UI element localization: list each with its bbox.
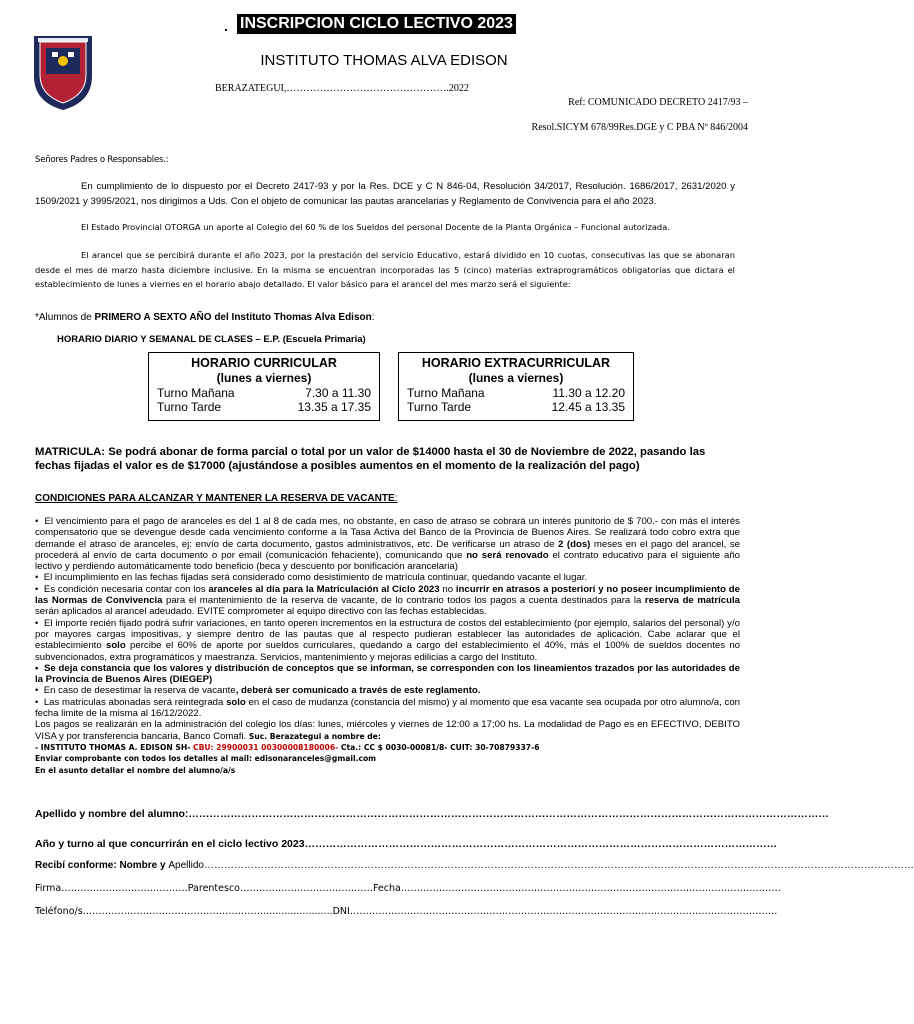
bullet-text: en el caso de mudanza (constancia del mismo) y al momento que esa vacante sea ocupada por otro alumno/a, con fecha limite de la misma al 16/12/2022. bbox=[35, 696, 740, 720]
bullet-text: El incumplimiento en las fechas fijadas será considerado como desistimiento de matrícula continuar, quedando vacante el lugar. bbox=[43, 572, 588, 584]
bullet-reintegro: • Las matriculas abonadas será reintegrada solo en el caso de mudanza (constancia del mismo) y al momento que esa vacante sea ocupada por otro alumno/a, con fecha limite de la misma al 16/12/2022. bbox=[35, 696, 740, 720]
alumnos-prefix: *Alumnos de bbox=[35, 312, 95, 323]
horario-row bbox=[157, 400, 371, 414]
bullet-importe: • El importe recién fijado podrá sufrir variaciones, en tanto operen incrementos en la estructura de costos del establecimiento (por ejemplo, salarios del personal) y/o por mayores cargas impositivas, y siempre dentro de las pautas que al respecto pudieran establecer las autoridades de aplicación. Cabe aclarar que el establecimiento solo percibe el 60% de aporte por sueldos curriculares, quedando a cargo del establecimiento el 40%, más el 100% de sueldos docentes no subvencionados, extra programáticos y maestranza. Servicios, mantenimiento y mejoras edilicias a cargo del Instituto. bbox=[35, 617, 741, 663]
place-date: BERAZATEGUI,………………………………………….2022 bbox=[215, 83, 469, 94]
bullet-text: El importe recién fijado podrá sufrir variaciones, en tanto operen incrementos en la estructura de costos del establecimiento (por ejemplo, salarios del personal) y/o por mayores cargas impositivas, y siempre dentro de las pautas que al respecto pudieran establecer las autoridades de aplicación. Cabe aclarar que el establecimiento bbox=[35, 617, 740, 652]
turno-hours: 12.45 a 13.35 bbox=[551, 400, 625, 414]
turno-hours: 7.30 a 11.30 bbox=[305, 386, 371, 400]
turno-hours: 11.30 a 12.20 bbox=[552, 386, 625, 400]
bullet-text: el contrato educativo para el siguiente año lectivo y perdiendo automáticamente todo beneficio (beca y descuento por bonificación arancelaria) bbox=[35, 549, 741, 573]
horario-row bbox=[407, 386, 625, 400]
paragraph-aporte-text: El Estado Provincial OTORGA un aporte al Colegio del 60 % de los Sueldos del personal Docente de la Planta Orgánica – Funcional autorizada. bbox=[81, 222, 670, 232]
bullet-bold: Se deja constancia que los valores y distribución de conceptos que se informan, se corresponden con los lineamientos trazados por las autoridades de la Provincia de Buenos Aires (DIEGEP) bbox=[35, 662, 740, 686]
cbu-line bbox=[35, 742, 740, 753]
bullet-text: En caso de desestimar la reserva de vacante bbox=[43, 685, 236, 697]
bullet-bold: aranceles al día para la Matriculación al Ciclo 2023 bbox=[208, 583, 440, 595]
bullet-text: percibe el 60% de aporte por sueldos curriculares, quedando a cargo del establecimiento el 40%, más el 100% de sueldos docentes no subvencionados, extra programáticos y maestranza. Servicios, mantenimiento y mejoras edilicias a cargo del Instituto. bbox=[35, 640, 741, 663]
turno-hours: 13.35 a 17.35 bbox=[297, 400, 371, 414]
school-crest-logo bbox=[30, 32, 96, 112]
bullet-vencimiento: • El vencimiento para el pago de aranceles es del 1 al 8 de cada mes, no obstante, en caso de atraso se cobrará un interés punitorio de $ 700.- con más el interés compensatorio que se devengue desde cada vencimiento conforme a la Tasa Activa del Banco de la Provincia de Buenos Aires. Se realizará todo cobro extra que demande el atraso de aranceles, ej: envío de carta documento, gastos administrativos, etc. De verificarse un atraso de 2 (dos) meses en el pago del arancel, se procederá al envío de carta documento o por email (comunicación fehaciente), comunicando que no será renovado el contrato educativo para el siguiente año lectivo y perdiendo automáticamente todo beneficio (beca y descuento por bonificación arancelaria) bbox=[35, 516, 741, 573]
horario-curricular-box bbox=[148, 352, 380, 421]
bullet-bold: 2 (dos) bbox=[558, 538, 591, 550]
recibi-apellido-blank: Apellido…………………………………………………………………………………………………………………………………………………………………………………………… bbox=[168, 860, 914, 871]
paragraph-aporte bbox=[35, 220, 735, 235]
bullet-desestimar: • En caso de desestimar la reserva de vacante, deberá ser comunicado a través de este reglamento. bbox=[35, 685, 481, 697]
bullet-text: Es condición necesaria contar con los bbox=[43, 583, 209, 595]
alumnos-line bbox=[35, 312, 375, 323]
condiciones-heading bbox=[35, 493, 397, 504]
turno-label: Turno Tarde bbox=[157, 400, 222, 414]
horario-curricular-subtitle: (lunes a viernes) bbox=[216, 371, 312, 385]
bullet-bold: solo bbox=[105, 640, 126, 652]
paragraph-decree bbox=[35, 180, 735, 209]
turno-label: Turno Tarde bbox=[407, 400, 472, 414]
horario-curricular-title: HORARIO CURRICULAR bbox=[191, 356, 337, 370]
pagos-text: Los pagos se realizarán en la administración del colegio los días: lunes, miércoles y viernes de 12:00 a 17;00 hs. La modalidad de Pago es en EFECTIVO, DEBITO VISA y por transferencia bancaria, Banco Comafi. bbox=[35, 719, 740, 742]
turno-label: Turno Mañana bbox=[407, 386, 485, 400]
institute-name: INSTITUTO THOMAS ALVA EDISON bbox=[260, 52, 508, 69]
mail-line: Enviar comprobante con todos los detalles al mail: edisonaranceles@gmail.com bbox=[35, 754, 377, 764]
horario-row bbox=[157, 386, 371, 400]
bullet-condicion: • Es condición necesaria contar con los aranceles al día para la Matriculación al Ciclo 2023 no incurrir en atrasos a posteriori y no poseer incumplimiento de las Normas de Convivencia para el mantenimiento de la reserva de vacante, de lo contrario todos los pagos a cuenta destinados para la reserva de matrícula serán aplicados al arancel adeudado. EVITE comprometer al equipo directivo con las fechas establecidas. bbox=[35, 583, 740, 618]
condiciones-colon: : bbox=[394, 493, 398, 504]
sucursal-text: Suc. Berazategui a nombre de: bbox=[248, 731, 381, 741]
alumnos-bold: PRIMERO A SEXTO AÑO del Instituto Thomas Alva Edison bbox=[94, 312, 372, 323]
field-firma-parentesco-fecha[interactable]: Firma……………………….…………Parentesco……………………………………Fecha………………………………………………………………………………………………………… bbox=[35, 883, 781, 894]
page-title: INSCRIPCION CICLO LECTIVO 2023 bbox=[237, 14, 516, 34]
bullet-bold: , deberá ser comunicado a través de este reglamento. bbox=[235, 685, 481, 697]
matricula-notice: MATRICULA: Se podrá abonar de forma parcial o total por un valor de $14000 hasta el 30 de Noviembre de 2022, pasando las fechas fijadas el valor es de $17000 (ajustándose a posibles aumentos en el momento de la realización del pago) bbox=[35, 446, 706, 472]
cbu-number: CBU: 29900031 00300008180006- bbox=[193, 742, 339, 752]
paragraph-arancel-text: El arancel que se percibirá durante el año 2023, por la prestación del servicio Educativo, estará dividido en 10 cuotas, consecutivas las que se abonaran desde el mes de marzo hasta diciembre inclusive. En la misma se encuentran incorporadas las 5 (cinco) materias extraprogramáticos obligatorias que dictara el establecimiento de lunes a viernes en el horario abajo detallado. El valor básico para el arancel del mes marzo será el siguiente: bbox=[35, 250, 735, 290]
bullet-bold: incurrir en atrasos a posteriori y no poseer incumplimiento de las Normas de Convivencia bbox=[35, 583, 740, 607]
bullet-bold: solo bbox=[226, 696, 246, 708]
cbu-holder: - INSTITUTO THOMAS A. EDISON SH- bbox=[35, 742, 194, 752]
alumnos-suffix: : bbox=[371, 312, 375, 323]
recibi-label: Recibí conforme: Nombre y bbox=[35, 860, 169, 871]
horario-extracurricular-title: HORARIO EXTRACURRICULAR bbox=[421, 356, 611, 370]
field-anio-turno[interactable]: Año y turno al que concurrirán en el ciclo lectivo 2023……………………………………………………………………………………………………………………… bbox=[35, 838, 778, 850]
bullet-text: El vencimiento para el pago de aranceles es del 1 al 8 de cada mes, no obstante, en caso de atraso se cobrará un interés punitorio de $ 700.- con más el interés compensatorio que se devengue desde cada vencimiento conforme a la Tasa Activa del Banco de la Provincia de Buenos Aires. Se realizará todo cobro extra que demande el atraso de aranceles, ej: envío de carta documento, gastos administrativos, etc. De verificarse un atraso de bbox=[35, 516, 740, 550]
bullet-text: Las matriculas abonadas será reintegrada bbox=[43, 696, 227, 708]
pagos-info bbox=[35, 719, 740, 742]
resolution-line: Resol.SICYM 678/99Res.DGE y C PBA Nº 846/2004 bbox=[531, 122, 748, 133]
cuenta-cuit: Cta.: CC $ 0030-00081/8- CUIT: 30-70879337-6 bbox=[338, 742, 540, 752]
bullet-text: no bbox=[439, 583, 456, 595]
bullet-constancia: • Se deja constancia que los valores y distribución de conceptos que se informan, se corresponden con los lineamientos trazados por las autoridades de la Provincia de Buenos Aires (DIEGEP) bbox=[35, 662, 740, 686]
bullet-text: serán aplicados al arancel adeudado. EVITE comprometer al equipo directivo con las fechas establecidas. bbox=[35, 606, 487, 618]
field-apellido-alumno[interactable]: Apellido y nombre del alumno:………………………………………………………………………………………………………………………………………………………………… bbox=[35, 808, 829, 820]
horario-heading: HORARIO DIARIO Y SEMANAL DE CLASES – E.P. (Escuela Primaria) bbox=[57, 334, 366, 345]
header-dot: . bbox=[224, 18, 228, 34]
turno-label: Turno Mañana bbox=[157, 386, 235, 400]
bullet-incumplimiento: • El incumplimiento en las fechas fijadas será considerado como desistimiento de matrícula continuar, quedando vacante el lugar. bbox=[35, 572, 588, 584]
bullet-text: meses en el pago del arancel, se procederá al envío de carta documento o por email (comunicación fehaciente), comunicando que bbox=[35, 538, 740, 561]
bullet-text: para el mantenimiento de la reserva de vacante, de lo contrario todos los pagos a cuenta destinados para la bbox=[162, 595, 645, 607]
field-recibi-conforme[interactable] bbox=[35, 860, 914, 871]
asunto-line: En el asunto detallar el nombre del alumno/a/s bbox=[35, 765, 236, 775]
bullet-bold: reserva de matrícula bbox=[644, 595, 740, 607]
horario-extracurricular-subtitle: (lunes a viernes) bbox=[468, 371, 564, 385]
horario-extracurricular-box bbox=[398, 352, 634, 421]
condiciones-title: CONDICIONES PARA ALCANZAR Y MANTENER LA RESERVA DE VACANTE bbox=[35, 493, 395, 504]
bullet-bold: no será renovado bbox=[466, 549, 549, 561]
paragraph-decree-text: En cumplimiento de lo dispuesto por el Decreto 2417-93 y por la Res. DCE y C N 846-04, Resolución 34/2017, Resolución. 1686/2017, 2631/2020 y 1509/2021 y 3995/2021, nos dirigimos a Uds. Con el objeto de comunicar las pautas arancelarias y Reglamento de Convivencia para el año 2023. bbox=[35, 181, 735, 207]
condiciones-list bbox=[35, 516, 740, 776]
paragraph-arancel bbox=[35, 248, 735, 292]
salutation: Señores Padres o Responsables.: bbox=[35, 155, 169, 165]
field-telefono-dni[interactable]: Teléfono/s………………………………………………….......................DNI……………………………………………………………………………………………………………………… bbox=[35, 906, 778, 917]
reference-line: Ref: COMUNICADO DECRETO 2417/93 – bbox=[568, 97, 748, 108]
horario-row bbox=[407, 400, 625, 414]
